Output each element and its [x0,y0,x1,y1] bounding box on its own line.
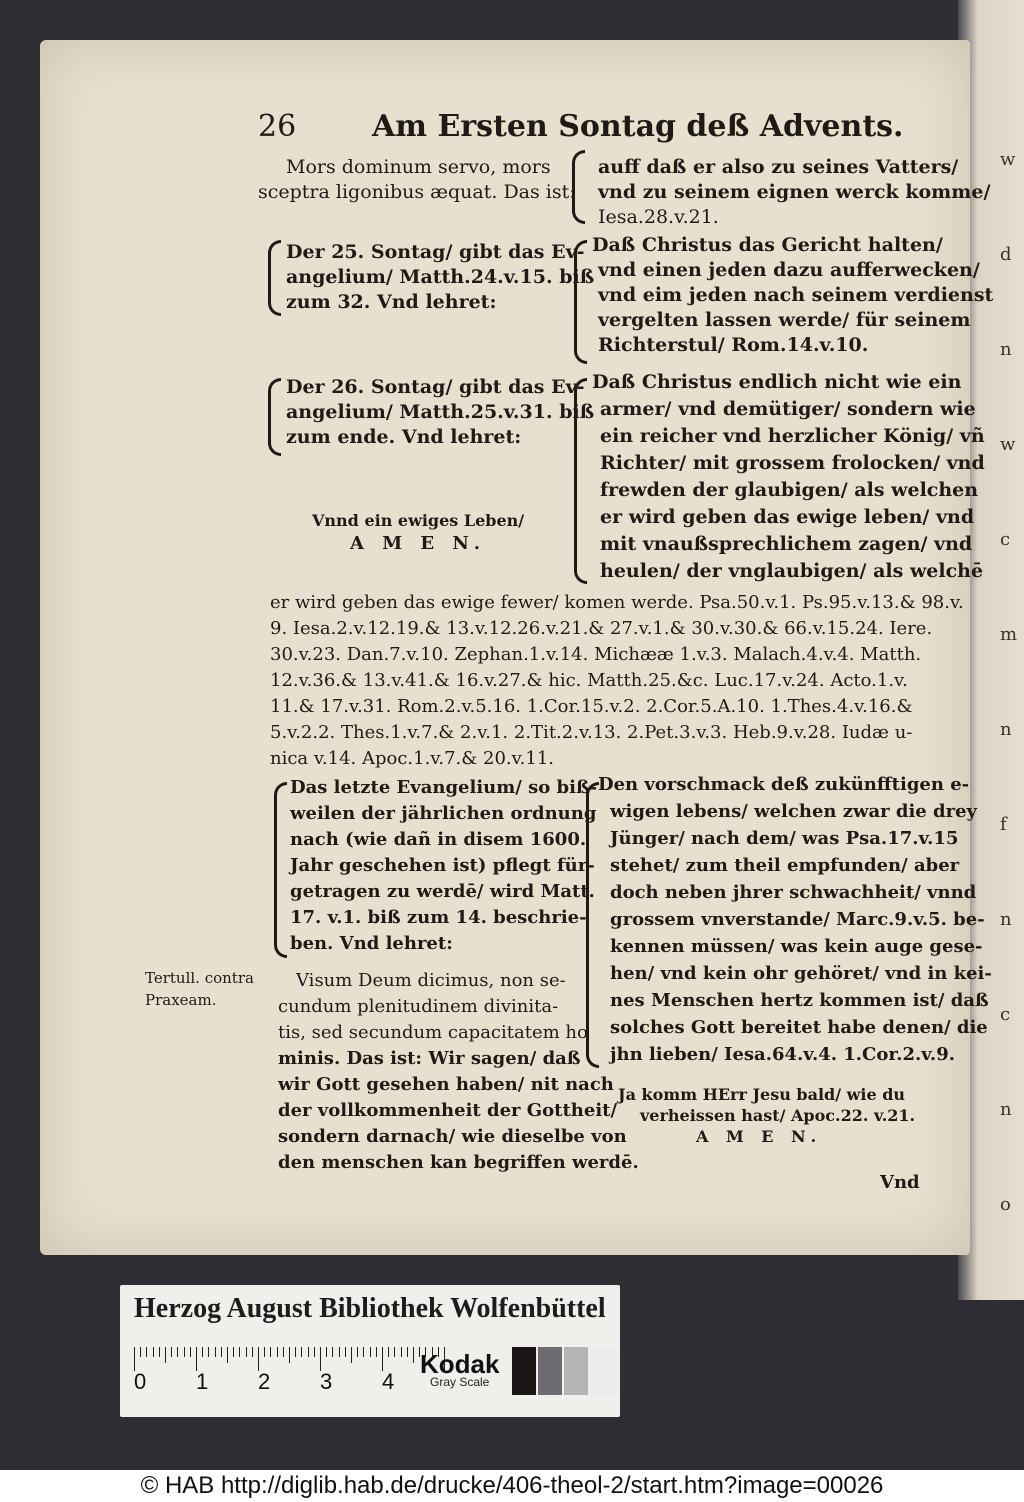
text-line: Mors dominum servo, mors [286,156,551,178]
text-line: stehet/ zum theil empfunden/ aber [610,855,960,876]
library-name: Herzog August Bibliothek Wolfenbüttel [134,1293,606,1324]
ruler-tick [196,1347,197,1371]
adjacent-page-letter: f [1000,814,1007,835]
adjacent-page-letter: w [1000,149,1016,170]
ruler-number: 2 [258,1369,271,1394]
text-line: Der 25. Sontag/ gibt das Ev- [286,241,585,263]
adjacent-page-letter: o [1000,1194,1011,1215]
ruler-tick [171,1347,172,1357]
ruler-tick [227,1347,228,1363]
ruler-tick [190,1347,191,1357]
text-line: jhn lieben/ Iesa.64.v.4. 1.Cor.2.v.9. [610,1044,955,1065]
text-line: zum 32. Vnd lehret: [286,291,497,313]
gray-scale-label: Gray Scale [430,1375,490,1389]
text-line: auff daß er also zu seines Vatters/ [598,156,959,178]
ruler-tick [165,1347,166,1363]
ruler-number: 1 [196,1369,209,1394]
text-line: ben. Vnd lehret: [290,933,453,954]
text-line: Ja komm HErr Jesu bald/ wie du [618,1085,906,1104]
ruler-tick [320,1347,321,1371]
ruler-tick [277,1347,278,1357]
text-line: Iesa.28.v.21. [598,206,719,228]
text-line: Den vorschmack deß zukünfftigen e- [598,774,970,795]
text-line: wigen lebens/ welchen zwar die drey [610,801,978,822]
ruler-tick [289,1347,290,1363]
ruler-tick [308,1347,309,1357]
page-number: 26 [258,109,297,144]
text-line: mit vnaußsprechlichem zagen/ vnd [600,533,973,555]
ruler-tick [401,1347,402,1357]
brace [268,240,281,316]
text-line: Praxeam. [145,991,217,1009]
gray-swatch [538,1347,562,1395]
text-line: cundum plenitudinem divinita- [278,996,559,1017]
text-line: frewden der glaubigen/ als welchen [600,479,979,501]
text-line: wir Gott gesehen haben/ nit nach [278,1074,614,1095]
text-line: Richterstul/ Rom.14.v.10. [598,334,869,356]
ruler-tick [233,1347,234,1357]
brace [572,150,585,224]
ruler-tick [332,1347,333,1357]
color-target-card [120,1285,620,1417]
ruler-tick [177,1347,178,1357]
ruler-number: 4 [382,1369,395,1394]
ruler-tick [159,1347,160,1357]
text-line: vnd eim jeden nach seinem verdienst [598,284,994,306]
brace [274,782,287,958]
text-line: Visum Deum dicimus, non se- [296,970,566,991]
text-line: angelium/ Matth.25.v.31. biß [286,401,595,423]
ruler-tick [184,1347,185,1357]
ruler-tick [221,1347,222,1357]
text-line: vnd zu seinem eignen werck komme/ [598,181,991,203]
ruler-tick [407,1347,408,1357]
text-line: 5.v.2.2. Thes.1.v.7.& 2.v.1. 2.Tit.2.v.13. 2.Pet.3.v.3. Heb.9.v.28. Iudæ u- [270,722,913,743]
text-line: zum ende. Vnd lehret: [286,426,522,448]
text-line: 11.& 17.v.31. Rom.2.v.5.16. 1.Cor.15.v.2. 2.Cor.5.A.10. 1.Thes.4.v.16.& [270,696,913,717]
ruler-tick [363,1347,364,1357]
ruler-tick [239,1347,240,1357]
text-line: 9. Iesa.2.v.12.19.& 13.v.12.26.v.21.& 27.v.1.& 30.v.30.& 66.v.15.24. Iere. [270,618,933,639]
adjacent-page-letter: w [1000,434,1016,455]
ruler-tick [202,1347,203,1357]
text-line: vnd einen jeden dazu aufferwecken/ [598,259,980,281]
ruler-number: 3 [320,1369,333,1394]
adjacent-page-letter: c [1000,1004,1011,1025]
text-line: nes Menschen hertz kommen ist/ daß [610,990,989,1011]
text-line: heulen/ der vnglaubigen/ als welchē [600,560,984,582]
ruler-tick [357,1347,358,1357]
kodak-logo: Kodak [420,1349,500,1379]
text-line: sondern darnach/ wie dieselbe von [278,1126,627,1147]
footer-credit: © HAB http://diglib.hab.de/drucke/406-theol-2/start.htm?image=00026 [0,1470,1024,1502]
text-line: grossem vnverstande/ Marc.9.v.5. be- [610,909,985,930]
ruler-number: 0 [134,1369,147,1394]
ruler-tick [370,1347,371,1357]
ruler-tick [134,1347,135,1371]
text-line: der vollkommenheit der Gottheit/ [278,1100,618,1121]
adjacent-page-letter: n [1000,1099,1012,1120]
brace [268,378,281,456]
text-line: angelium/ Matth.24.v.15. biß [286,266,595,288]
text-line: 17. v.1. biß zum 14. beschrie- [290,907,587,928]
ruler-tick [394,1347,395,1357]
text-line: 12.v.36.& 13.v.41.& 16.v.27.& hic. Matth.25.&c. Luc.17.v.24. Acto.1.v. [270,670,908,691]
ruler-tick [252,1347,253,1357]
text-line: Vnnd ein ewiges Leben/ [312,511,525,530]
ruler-tick [295,1347,296,1357]
text-line: weilen der jährlichen ordnung [290,803,597,824]
text-line: verheissen hast/ Apoc.22. v.21. [640,1106,916,1125]
text-line: er wird geben das ewige fewer/ komen werde. Psa.50.v.1. Ps.95.v.13.& 98.v. [270,592,964,613]
text-line: Richter/ mit grossem frolocken/ vnd [600,452,985,474]
text-line: Das letzte Evangelium/ so biß- [290,777,598,798]
ruler-tick [208,1347,209,1357]
gray-swatch [564,1347,588,1395]
text-line: ein reicher vnd herzlicher König/ vñ [600,425,985,447]
text-line: getragen zu werdē/ wird Matt. [290,881,595,902]
ruler-tick [270,1347,271,1357]
text-line: er wird geben das ewige leben/ vnd [600,506,975,528]
text-line: tis, sed secundum capacitatem ho [278,1022,588,1043]
adjacent-page-letter: n [1000,909,1012,930]
ruler-tick [301,1347,302,1357]
ruler-tick [351,1347,352,1363]
text-line: 30.v.23. Dan.7.v.10. Zephan.1.v.14. Michææ 1.v.3. Malach.4.v.4. Matth. [270,644,922,665]
text-line: Jünger/ nach dem/ was Psa.17.v.15 [610,828,959,849]
text-line: sceptra ligonibus æquat. Das ist: [258,181,576,203]
running-head: Am Ersten Sontag deß Advents. [372,109,904,144]
ruler-tick [345,1347,346,1357]
brace [574,378,587,584]
text-line: solches Gott bereitet habe denen/ die [610,1017,988,1038]
catchword: Vnd [880,1172,920,1193]
brace [586,782,599,1068]
gray-swatch [590,1347,618,1395]
ruler-tick [376,1347,377,1357]
text-line: Daß Christus endlich nicht wie ein [592,371,962,393]
text-line: Der 26. Sontag/ gibt das Ev- [286,376,585,398]
brace [574,240,587,364]
text-line: armer/ vnd demütiger/ sondern wie [600,398,976,420]
adjacent-page-letter: c [1000,529,1011,550]
ruler-tick [388,1347,389,1357]
text-line: kennen müssen/ was kein auge gese- [610,936,983,957]
text-line: A M E N. [696,1127,823,1146]
ruler-tick [264,1347,265,1357]
text-line: Jahr geschehen ist) pflegt für- [290,855,595,876]
ruler-tick [246,1347,247,1357]
adjacent-page-letter: m [1000,624,1018,645]
text-line: minis. Das ist: Wir sagen/ daß [278,1048,581,1069]
adjacent-page-letter: n [1000,339,1012,360]
text-line: A M E N. [350,533,486,554]
text-line: hen/ vnd kein ohr gehöret/ vnd in kei- [610,963,992,984]
ruler-tick [314,1347,315,1357]
text-line: nica v.14. Apoc.1.v.7.& 20.v.11. [270,748,555,769]
text-line: Tertull. contra [145,969,254,987]
adjacent-page-letter: n [1000,719,1012,740]
adjacent-page-letter: d [1000,244,1012,265]
ruler-tick [283,1347,284,1357]
ruler-tick [146,1347,147,1357]
ruler-tick [339,1347,340,1357]
text-line: den menschen kan begriffen werdē. [278,1152,639,1173]
ruler-tick [326,1347,327,1357]
ruler-tick [215,1347,216,1357]
text-line: nach (wie dañ in disem 1600. [290,829,587,850]
ruler-tick [153,1347,154,1357]
ruler-tick [140,1347,141,1357]
ruler-tick [382,1347,383,1371]
gray-swatch [512,1347,536,1395]
ruler-tick [413,1347,414,1363]
text-line: Daß Christus das Gericht halten/ [592,234,943,256]
text-line: doch neben jhrer schwachheit/ vnnd [610,882,977,903]
ruler-tick [258,1347,259,1371]
text-line: vergelten lassen werde/ für seinem [598,309,971,331]
